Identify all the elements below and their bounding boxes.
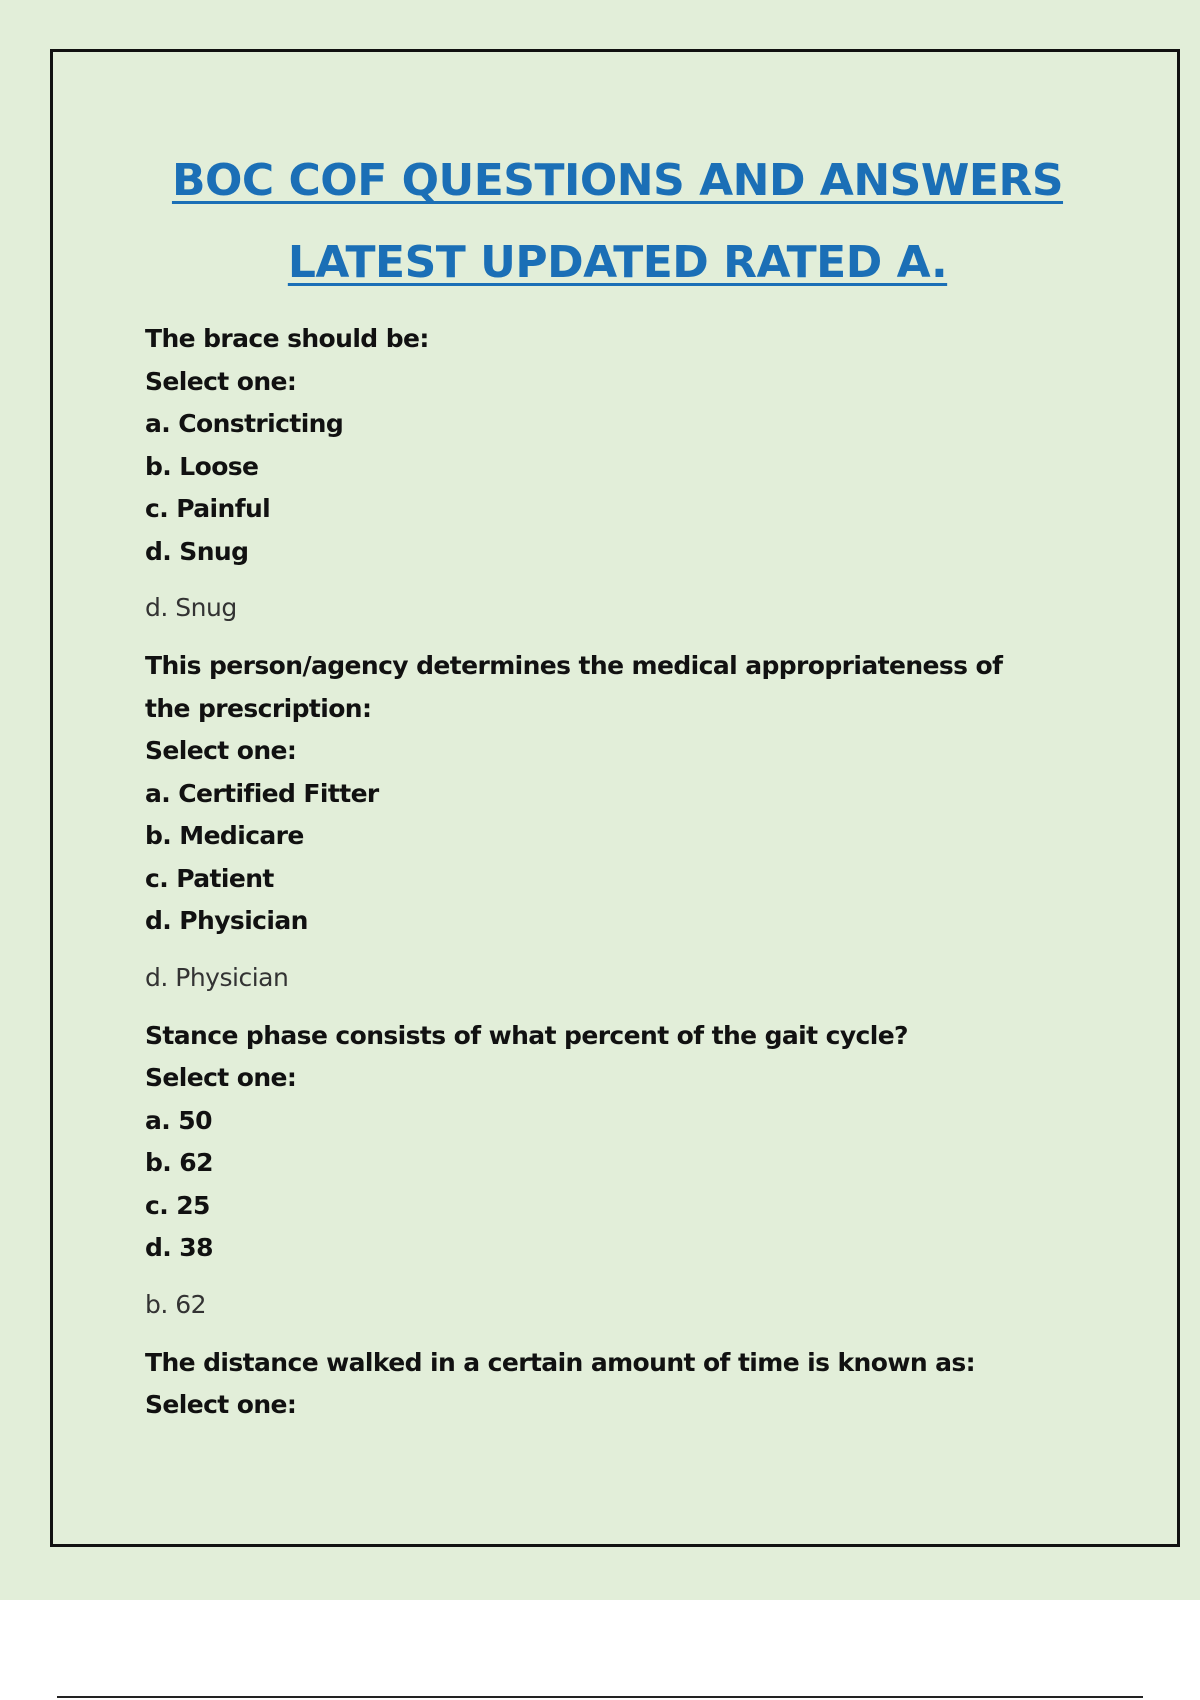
option-b: b. 62 [145,1148,213,1177]
question-text: This person/agency determines the medical appropriateness of the prescription: [145,651,1003,723]
question-list [145,318,1105,1427]
title-line-2: LATEST UPDATED RATED A. [287,237,948,288]
option-a: a. Constricting [145,409,344,438]
footer-divider [57,1696,1143,1698]
question-text: The distance walked in a certain amount of time is known as: [145,1347,976,1377]
document-title [0,140,1200,304]
option-d: d. Physician [145,906,308,935]
answer-text: b. 62 [145,1289,207,1319]
option-d: d. Snug [145,536,249,566]
question-block-1 [145,318,1105,629]
select-prompt: Select one: [145,1390,297,1419]
title-line-1: BOC COF QUESTIONS AND ANSWERS [171,155,1064,206]
question-text: Stance phase consists of what percent of the gait cycle? [145,1020,908,1050]
option-c: c. 25 [145,1190,210,1220]
question-block-3 [145,1015,1105,1326]
option-d: d. 38 [145,1233,213,1262]
option-b: b. Loose [145,451,259,481]
question-block-4 [145,1342,1105,1427]
option-a: a. 50 [145,1105,212,1135]
option-c: c. Patient [145,863,274,893]
question-block-2 [145,645,1105,999]
select-prompt: Select one: [145,366,297,396]
option-b: b. Medicare [145,821,304,850]
select-prompt: Select one: [145,736,297,765]
answer-text: d. Physician [145,962,289,992]
answer-text: d. Snug [145,593,237,622]
question-text: The brace should be: [145,324,429,353]
option-a: a. Certified Fitter [145,778,379,808]
option-c: c. Painful [145,494,271,523]
select-prompt: Select one: [145,1063,297,1092]
